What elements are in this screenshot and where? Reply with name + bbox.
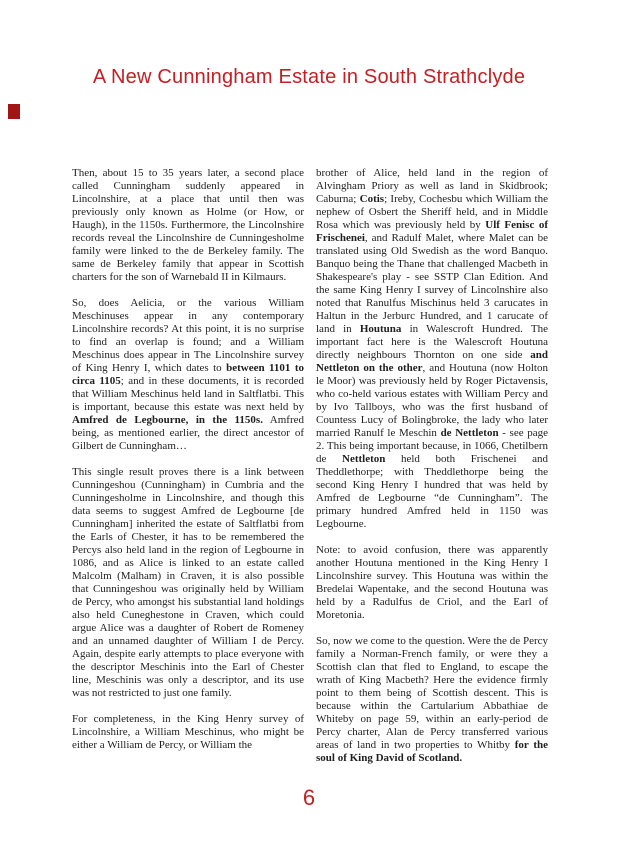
- page-number: 6: [302, 785, 316, 810]
- paragraph: [72, 466, 304, 700]
- text-run: , and Houtuna (now Holton le Moor) was previously held by Roger Pictavensis, who co-held various estates with William Percy and by Ivo Tallboys, who was the first husband of Countess Lucy of Bolingbroke, the lady who later married Ranulf le Meschin: [316, 362, 548, 439]
- text-run: in Walescroft Hundred. The important fact here is the Walescroft Houtuna directly neighbours Thornton on one side: [316, 323, 548, 361]
- right-column: [316, 167, 548, 778]
- text-run: So, now we come to the question. Were the de Percy family a Norman-French family, or were they a Scottish clan that fled to England, to escape the wrath of King Macbeth? Here the evidence firmly point to them being of Scottish descent. This is because within the Cartularium Abbathiae de Whiteby on page 59, within an early-period de Percy charter, Alan de Percy transferred various areas of land in two properties to Whitby: [316, 635, 548, 751]
- bold-text-run: Nettleton: [342, 453, 386, 465]
- text-run: This single result proves there is a link between Cunningeshou (Cunningham) in Cumbria and the Cunningesholme in Lincolnshire, and though this data seems to suggest Amfred de Legbourne [de Cunningham] inherited the estate of Saltflatbi from the Earls of Chester, it has to be remembered the Percys also held land in the region of Legbourne in 1086, and as Alice is linked to an estate called Malcolm (Malham) in Craven, it is also possible that Cunningeshou was originally held by William de Percy, who amongst his substantial land holdings also held Cuneghestone in Craven, which could argue Alice was a daughter of Robert de Romeney and an unnamed daughter of William I de Percy. Again, despite early attempts to place everyone with the descriptor Meschinis into the Earl of Chester line, Meschinis was only a descriptor, and its use was not restricted to just one family.: [72, 466, 304, 699]
- page-title: A New Cunningham Estate in South Strathclyde: [92, 66, 526, 88]
- document-page: [0, 66, 618, 866]
- paragraph: [72, 167, 304, 284]
- text-run: - see page 2. This being important because, in 1066, Chetilbern de: [316, 427, 549, 465]
- bold-text-run: between 1101 to circa 1105: [72, 362, 305, 387]
- text-run: ; Ireby, Cochesbu which William the nephew of Osbert the Sheriff held, and in Middle Rosa which was previously held by: [316, 193, 548, 231]
- corner-marker: [8, 104, 20, 119]
- text-run: brother of Alice, held land in the region of Alvingham Priory as well as land in Skidbrook; Caburna;: [316, 167, 548, 205]
- paragraph: [72, 297, 304, 453]
- bold-text-run: Houtuna: [359, 323, 402, 335]
- left-column: [72, 167, 304, 778]
- text-run: ; and in these documents, it is recorded that William Meschinus held land in Saltflatbi. This is important, because this estate was next held by: [72, 375, 304, 413]
- text-run: For completeness, in the King Henry survey of Lincolnshire, a William Meschinus, who might be either a William de Percy, or William the: [72, 713, 304, 751]
- bold-text-run: for the soul of King David of Scotland.: [316, 739, 548, 764]
- text-run: held both Frischenei and Theddlethorpe; with Theddlethorpe being the second King Henry I hundred that was held by Amfred de Legbourne “de Cunningham”. The primary hundred Amfred held in 1150 was Legbourne.: [316, 453, 548, 530]
- bold-text-run: Amfred de Legbourne, in the 1150s.: [72, 414, 263, 426]
- paragraph: [316, 635, 548, 765]
- paragraph: [72, 713, 304, 752]
- text-run: Amfred being, as mentioned earlier, the direct ancestor of Gilbert de Cunningham…: [72, 414, 304, 452]
- text-run: Note: to avoid confusion, there was apparently another Houtuna mentioned in the King Henry I Lincolnshire survey. This Houtuna was within the Bredelai Wapentake, and the second Houtuna was held by a Radulfus de Criol, and the Earl of Moretonia.: [316, 544, 548, 621]
- text-run: Then, about 15 to 35 years later, a second place called Cunningham suddenly appeared in Lincolnshire, at a place that until then was previously only known as Holme (or How, or Haugh), in the 1150s. Furthermore, the Lincolnshire records reveal the Lincolnshire de Cunningesholme family were linked to the de Berkeley family. The same de Berkeley family that appear in Scottish charters for the son of Warnebald II in Kilmaurs.: [72, 167, 304, 283]
- bold-text-run: Cotis: [359, 193, 385, 205]
- text-run: , and Radulf Malet, where Malet can be translated using Old Swedish as the word Banquo. Banquo being the Thane that challenged Macbeth in Shakespeare's play - see SSTP Clan Edition. And the same King Henry I survey of Lincolnshire also noted that Ranulfus Mischinus held 3 carucates in Haltun in the Jerburc Hundred, and 1 carucate of land in: [316, 232, 548, 335]
- text-columns: [72, 167, 549, 778]
- bold-text-run: Ulf Fenisc of Frischenei: [316, 219, 548, 244]
- paragraph: [316, 167, 548, 531]
- text-run: So, does Aelicia, or the various William Meschinuses appear in any contemporary Lincolnshire records? At this point, it is no surprise to find an overlap is found; and a William Meschinus does appear in The Lincolnshire survey of King Henry I, which dates to: [72, 297, 304, 374]
- bold-text-run: de Nettleton: [440, 427, 499, 439]
- paragraph: [316, 544, 548, 622]
- bold-text-run: and Nettleton on the other: [316, 349, 548, 374]
